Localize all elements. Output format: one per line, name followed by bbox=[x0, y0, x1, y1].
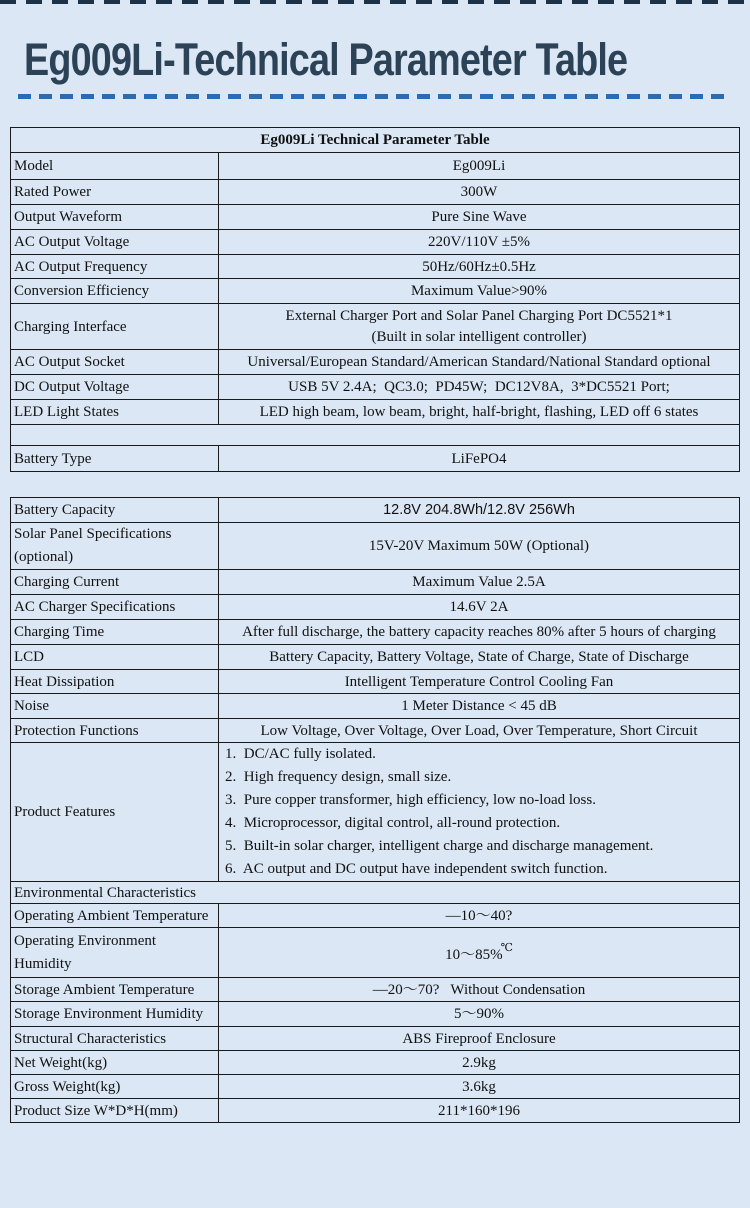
feature-line: 2. High frequency design, small size. bbox=[225, 769, 452, 785]
spec-label-cell: Gross Weight(kg) bbox=[11, 1075, 219, 1099]
spec-label-cell: Protection Functions bbox=[11, 719, 219, 743]
spec-value-cell: LiFePO4 bbox=[219, 446, 740, 472]
table-row bbox=[11, 425, 740, 446]
table-row bbox=[11, 978, 740, 1002]
spec-value-cell: Maximum Value>90% bbox=[219, 279, 740, 304]
spec-label-cell: Output Waveform bbox=[11, 205, 219, 230]
spec-value-cell: 2.9kg bbox=[219, 1051, 740, 1075]
table-row bbox=[11, 523, 740, 570]
feature-line: 4. Microprocessor, digital control, all-round protection. bbox=[225, 815, 561, 831]
spec-label-cell: Battery Type bbox=[11, 446, 219, 472]
top-edge-dashed-line bbox=[0, 0, 750, 4]
spec-label-cell: Storage Environment Humidity bbox=[11, 1002, 219, 1027]
battery-spec-table-container bbox=[10, 497, 740, 1123]
spec-value-cell: 3.6kg bbox=[219, 1075, 740, 1099]
spec-label-cell: Charging Time bbox=[11, 620, 219, 645]
spec-value-cell: Eg009Li bbox=[219, 153, 740, 180]
spec-label-cell: Conversion Efficiency bbox=[11, 279, 219, 304]
spec-label-cell: Operating Environment Humidity bbox=[11, 928, 219, 978]
spec-value-cell: 10～85%℃ bbox=[219, 928, 740, 978]
spec-label-cell: AC Charger Specifications bbox=[11, 595, 219, 620]
spec-value-cell: ABS Fireproof Enclosure bbox=[219, 1027, 740, 1051]
table-row bbox=[11, 1051, 740, 1075]
table-row bbox=[11, 279, 740, 304]
table-row bbox=[11, 153, 740, 180]
table-row bbox=[11, 304, 740, 350]
spec-value-cell: 5～90% bbox=[219, 1002, 740, 1027]
spec-label-cell: Net Weight(kg) bbox=[11, 1051, 219, 1075]
table-row bbox=[11, 1075, 740, 1099]
spec-label-cell: Structural Characteristics bbox=[11, 1027, 219, 1051]
table-row bbox=[11, 180, 740, 205]
spec-value-cell: USB 5V 2.4A; QC3.0; PD45W; DC12V8A, 3*DC5521 Port; bbox=[219, 375, 740, 400]
table-row bbox=[11, 498, 740, 523]
spec-label-cell: Battery Capacity bbox=[11, 498, 219, 523]
spec-label-cell: Product Features bbox=[11, 743, 219, 882]
spec-value-cell: Pure Sine Wave bbox=[219, 205, 740, 230]
battery-spec-table bbox=[10, 497, 740, 1123]
section-label-cell: Environmental Characteristics bbox=[11, 882, 740, 904]
spec-value-cell: 15V-20V Maximum 50W (Optional) bbox=[219, 523, 740, 570]
table-row bbox=[11, 620, 740, 645]
table-row bbox=[11, 570, 740, 595]
table-row bbox=[11, 400, 740, 425]
spec-label-cell: Storage Ambient Temperature bbox=[11, 978, 219, 1002]
spec-value-cell: Low Voltage, Over Voltage, Over Load, Over Temperature, Short Circuit bbox=[219, 719, 740, 743]
feature-line: 6. AC output and DC output have independent switch function. bbox=[225, 861, 608, 877]
table-row bbox=[11, 904, 740, 928]
table-row bbox=[11, 205, 740, 230]
spec-value-cell: 50Hz/60Hz±0.5Hz bbox=[219, 255, 740, 279]
spec-value-cell: 12.8V 204.8Wh/12.8V 256Wh bbox=[219, 498, 740, 523]
table-row bbox=[11, 230, 740, 255]
spec-label-cell: Charging Interface bbox=[11, 304, 219, 350]
table-row bbox=[11, 255, 740, 279]
feature-line: 3. Pure copper transformer, high efficiency, low no-load loss. bbox=[225, 792, 596, 808]
table-row bbox=[11, 1027, 740, 1051]
table-row bbox=[11, 882, 740, 904]
spec-value-cell: LED high beam, low beam, bright, half-bright, flashing, LED off 6 states bbox=[219, 400, 740, 425]
feature-line: 5. Built-in solar charger, intelligent charge and discharge management. bbox=[225, 838, 654, 854]
spec-label-cell: Noise bbox=[11, 694, 219, 719]
main-spec-table-container bbox=[10, 127, 740, 472]
spec-label-cell: Product Size W*D*H(mm) bbox=[11, 1099, 219, 1123]
table-row bbox=[11, 446, 740, 472]
table-row bbox=[11, 694, 740, 719]
table-row bbox=[11, 375, 740, 400]
spec-value-cell: 300W bbox=[219, 180, 740, 205]
page-title: Eg009Li-Technical Parameter Table bbox=[24, 34, 628, 85]
table-row bbox=[11, 719, 740, 743]
spec-label-cell: AC Output Socket bbox=[11, 350, 219, 375]
table-row bbox=[11, 595, 740, 620]
spec-value-cell: —10～40? bbox=[219, 904, 740, 928]
spec-label-cell: AC Output Voltage bbox=[11, 230, 219, 255]
spec-label-cell: Rated Power bbox=[11, 180, 219, 205]
spec-value-cell: Universal/European Standard/American Standard/National Standard optional bbox=[219, 350, 740, 375]
table-row bbox=[11, 1099, 740, 1123]
spec-label-cell: LED Light States bbox=[11, 400, 219, 425]
spec-label-cell: Model bbox=[11, 153, 219, 180]
spec-label-cell: DC Output Voltage bbox=[11, 375, 219, 400]
spec-label-cell: Operating Ambient Temperature bbox=[11, 904, 219, 928]
spec-value-cell bbox=[219, 743, 740, 882]
spec-value-cell: —20～70? Without Condensation bbox=[219, 978, 740, 1002]
main-spec-table bbox=[10, 127, 740, 472]
spec-value-cell: 1 Meter Distance < 45 dB bbox=[219, 694, 740, 719]
spec-value-cell: Maximum Value 2.5A bbox=[219, 570, 740, 595]
spec-value-cell: Battery Capacity, Battery Voltage, State of Charge, State of Discharge bbox=[219, 645, 740, 670]
table-row bbox=[11, 1002, 740, 1027]
spec-label-cell: Solar Panel Specifications (optional) bbox=[11, 523, 219, 570]
spec-value-cell: 14.6V 2A bbox=[219, 595, 740, 620]
spec-label-cell: AC Output Frequency bbox=[11, 255, 219, 279]
feature-line: 1. DC/AC fully isolated. bbox=[225, 746, 376, 762]
table-row bbox=[11, 645, 740, 670]
table-row bbox=[11, 670, 740, 694]
table-title-cell: Eg009Li Technical Parameter Table bbox=[11, 128, 740, 153]
spec-label-cell: Heat Dissipation bbox=[11, 670, 219, 694]
table-row bbox=[11, 928, 740, 978]
spec-value-cell: After full discharge, the battery capacity reaches 80% after 5 hours of charging bbox=[219, 620, 740, 645]
empty-cell bbox=[11, 425, 740, 446]
spec-value-cell: Intelligent Temperature Control Cooling Fan bbox=[219, 670, 740, 694]
table-row bbox=[11, 350, 740, 375]
spec-value-cell: 220V/110V ±5% bbox=[219, 230, 740, 255]
spec-label-cell: Charging Current bbox=[11, 570, 219, 595]
spec-value-cell: 211*160*196 bbox=[219, 1099, 740, 1123]
title-underline-dashed bbox=[18, 94, 732, 99]
spec-value-cell: External Charger Port and Solar Panel Charging Port DC5521*1 (Built in solar intelligent controller) bbox=[219, 304, 740, 350]
spec-label-cell: LCD bbox=[11, 645, 219, 670]
table-row bbox=[11, 743, 740, 882]
table-row bbox=[11, 128, 740, 153]
